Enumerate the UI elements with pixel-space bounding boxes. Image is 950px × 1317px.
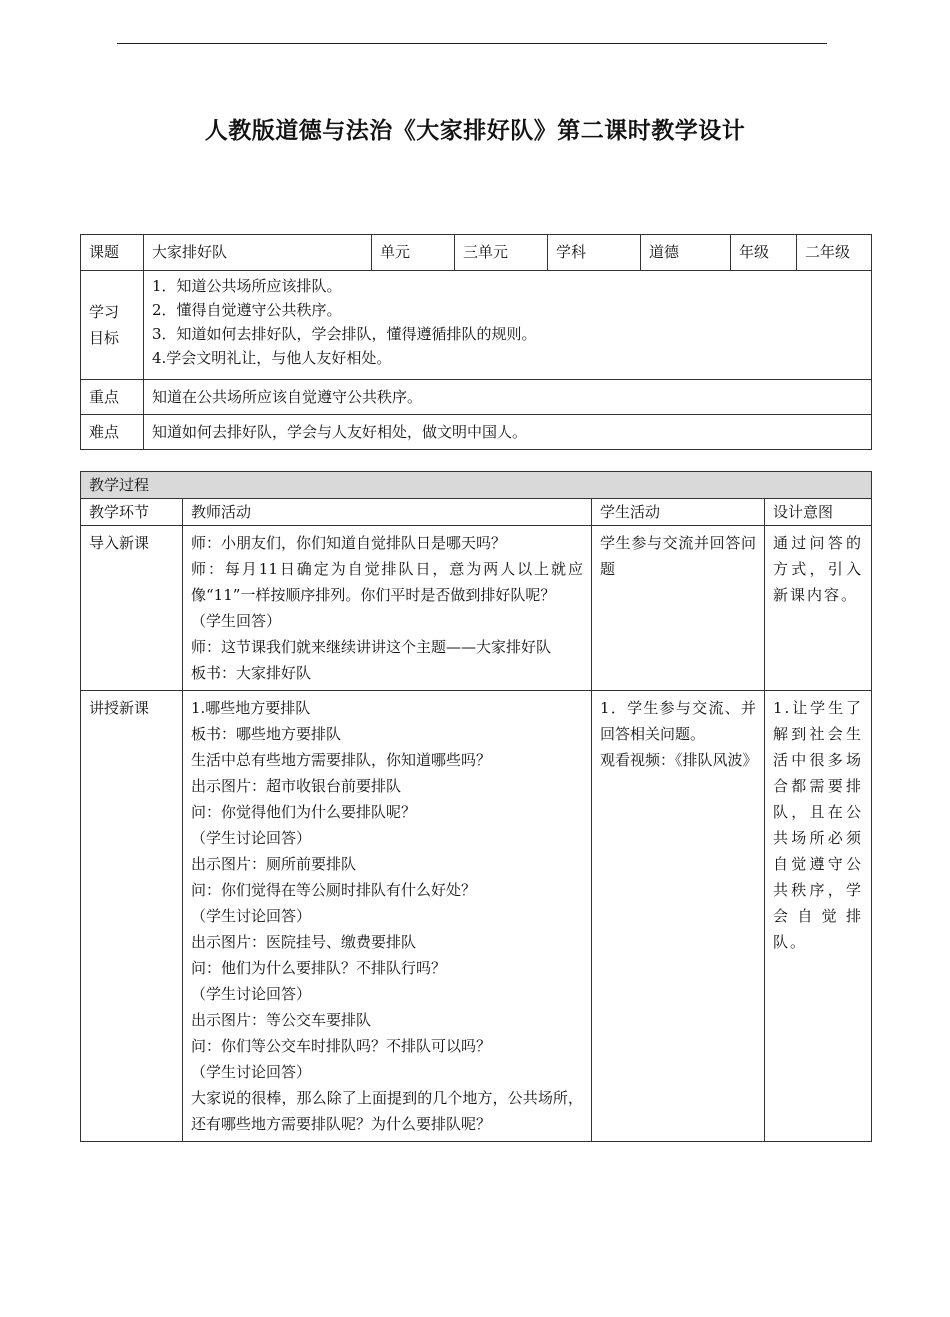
student-activity-cell [592,526,765,691]
key-label: 重点 [81,380,144,415]
teacher-line: 生活中总有些地方需要排队，你知道哪些吗？ [191,751,492,769]
stage-cell: 导入新课 [81,526,183,691]
teacher-line: 出示图片：医院挂号、缴费要排队 [191,933,417,951]
stage-cell: 讲授新课 [81,691,183,1142]
teacher-line: 1.哪些地方要排队 [191,699,311,717]
goals-label-line: 目标 [89,329,120,347]
topic-value: 大家排好队 [144,235,372,271]
teacher-line: 师：小朋友们，你们知道自觉排队日是哪天吗？ [191,534,507,552]
goal-item: 3．知道如何去排好队，学会排队，懂得遵循排队的规则。 [152,325,537,343]
teacher-line: 师：这节课我们就来继续讲讲这个主题——大家排好队 [191,638,552,656]
teacher-line: 问：你觉得他们为什么要排队呢？ [191,803,417,821]
teacher-line: 问：你们等公交车时排队吗？不排队可以吗？ [191,1037,492,1055]
process-table [80,471,872,1142]
student-activity-cell [592,691,765,1142]
col-header-stage: 教学环节 [81,499,183,526]
subject-label: 学科 [548,235,641,271]
design-intent-cell [765,526,872,691]
process-section-title: 教学过程 [81,472,872,499]
goals-label [81,271,144,380]
goal-item: 1．知道公共场所应该排队。 [152,277,342,295]
teacher-line: 大家说的很棒，那么除了上面提到的几个地方，公共场所，还有哪些地方需要排队呢？为什么要排队呢？ [191,1089,583,1133]
subject-value: 道德 [641,235,731,271]
page-title: 人教版道德与法治《大家排好队》第二课时教学设计 [204,118,746,144]
goal-item: 4.学会文明礼让，与他人友好相处。 [152,349,392,367]
teacher-line: 出示图片：等公交车要排队 [191,1011,372,1029]
grade-value: 二年级 [797,235,872,271]
design-intent-cell [765,691,872,1142]
difficulty-label: 难点 [81,415,144,450]
teacher-line: 问：你们觉得在等公厕时排队有什么好处？ [191,881,477,899]
goal-item: 2．懂得自觉遵守公共秩序。 [152,301,342,319]
grade-label: 年级 [731,235,797,271]
col-header-intent: 设计意图 [765,499,872,526]
difficulty-value: 知道如何去排好队，学会与人友好相处，做文明中国人。 [144,415,872,450]
teacher-line: （学生讨论回答） [191,829,312,847]
teacher-line: （学生讨论回答） [191,1063,312,1081]
student-line: 1．学生参与交流、并回答相关问题。 [600,699,756,743]
teacher-line: 出示图片：厕所前要排队 [191,855,357,873]
info-table [80,234,872,450]
teacher-line: （学生讨论回答） [191,985,312,1003]
col-header-student: 学生活动 [592,499,765,526]
teacher-line: 师：每月11日确定为自觉排队日，意为两人以上就应像“11”一样按顺序排列。你们平时是否做到排好队呢？ [191,560,583,604]
goals-label-line: 学习 [89,303,120,321]
col-header-teacher: 教师活动 [183,499,592,526]
teacher-line: （学生回答） [191,612,282,630]
teacher-activity-cell [183,526,592,691]
intent-line: 1.让学生了解到社会生活中很多场合都需要排队，且在公共场所必须自觉遵守公共秩序，学会自觉排队。 [773,699,864,951]
teacher-line: 问：他们为什么要排队？不排队行吗？ [191,959,447,977]
teacher-line: 出示图片：超市收银台前要排队 [191,777,402,795]
header-rule [117,43,827,44]
unit-value: 三单元 [455,235,548,271]
intent-line: 通过问答的方式，引入新课内容。 [773,534,864,604]
teacher-line: （学生讨论回答） [191,907,312,925]
teacher-line: 板书：哪些地方要排队 [191,725,342,743]
student-line: 观看视频：《排队风波》 [600,751,758,769]
goals-list [144,271,872,380]
teacher-line: 板书：大家排好队 [191,664,312,682]
unit-label: 单元 [372,235,455,271]
topic-label: 课题 [81,235,144,271]
student-line: 学生参与交流并回答问题 [600,534,756,578]
teacher-activity-cell [183,691,592,1142]
key-value: 知道在公共场所应该自觉遵守公共秩序。 [144,380,872,415]
